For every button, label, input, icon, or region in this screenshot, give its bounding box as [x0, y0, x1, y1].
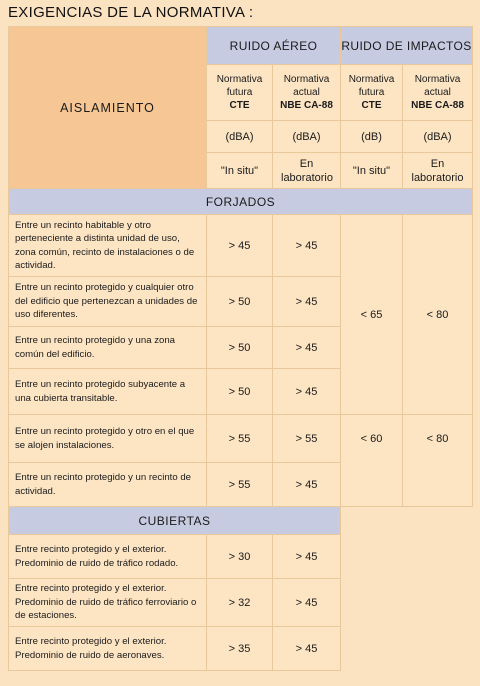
unit-label: (dBA): [273, 121, 341, 153]
unit-label: (dBA): [403, 121, 473, 153]
section-title-cubiertas: CUBIERTAS: [9, 507, 341, 535]
value-cte-aereo: > 32: [207, 579, 273, 627]
blank-area: [341, 579, 473, 627]
value-nbe-aereo: > 45: [273, 579, 341, 627]
value-cte-aereo: > 45: [207, 215, 273, 277]
unit-label: (dB): [341, 121, 403, 153]
row-description: Entre recinto protegido y el exterior. Predominio de ruido de tráfico ferroviario o de estaciones.: [9, 579, 207, 627]
value-cte-aereo: > 55: [207, 463, 273, 507]
value-nbe-aereo: > 45: [273, 535, 341, 579]
value-nbe-impactos: < 80: [403, 215, 473, 415]
blank-area: [341, 507, 473, 535]
page-title: EXIGENCIAS DE LA NORMATIVA :: [8, 4, 254, 21]
col-header-normativa: Normativa actual NBE CA-88: [273, 65, 341, 121]
unit-label: (dBA): [207, 121, 273, 153]
value-cte-aereo: > 30: [207, 535, 273, 579]
value-cte-aereo: > 55: [207, 415, 273, 463]
condition-label: En laboratorio: [403, 153, 473, 189]
value-cte-aereo: > 50: [207, 369, 273, 415]
ruido-impactos-header: RUIDO DE IMPACTOS: [341, 27, 473, 65]
value-nbe-aereo: > 45: [273, 327, 341, 369]
value-cte-aereo: > 50: [207, 277, 273, 327]
value-nbe-aereo: > 45: [273, 277, 341, 327]
condition-label: "In situ": [207, 153, 273, 189]
value-cte-aereo: > 35: [207, 627, 273, 671]
value-cte-aereo: > 50: [207, 327, 273, 369]
condition-label: En laboratorio: [273, 153, 341, 189]
row-description: Entre un recinto protegido subyacente a una cubierta transitable.: [9, 369, 207, 415]
col-header-normativa: Normativa futura CTE: [207, 65, 273, 121]
col-header-normativa: Normativa futura CTE: [341, 65, 403, 121]
blank-area: [341, 535, 473, 579]
aislamiento-header: AISLAMIENTO: [9, 27, 207, 189]
value-nbe-aereo: > 45: [273, 369, 341, 415]
row-description: Entre un recinto protegido y una zona común del edificio.: [9, 327, 207, 369]
value-cte-impactos: < 65: [341, 215, 403, 415]
value-nbe-aereo: > 45: [273, 215, 341, 277]
value-nbe-impactos: < 80: [403, 415, 473, 507]
value-cte-impactos: < 60: [341, 415, 403, 507]
row-description: Entre recinto protegido y el exterior. Predominio de ruido de aeronaves.: [9, 627, 207, 671]
value-nbe-aereo: > 45: [273, 627, 341, 671]
condition-label: "In situ": [341, 153, 403, 189]
value-nbe-aereo: > 45: [273, 463, 341, 507]
ruido-aereo-header: RUIDO AÉREO: [207, 27, 341, 65]
requirements-table: [8, 26, 473, 671]
col-header-normativa: Normativa actual NBE CA-88: [403, 65, 473, 121]
row-description: Entre un recinto habitable y otro perteneciente a distinta unidad de uso, zona común, recinto de instalaciones o de actividad.: [9, 215, 207, 277]
value-nbe-aereo: > 55: [273, 415, 341, 463]
section-title-forjados: FORJADOS: [9, 189, 473, 215]
row-description: Entre un recinto protegido y cualquier otro del edificio que pertenezcan a unidades de uso diferentes.: [9, 277, 207, 327]
row-description: Entre recinto protegido y el exterior. Predominio de ruido de tráfico rodado.: [9, 535, 207, 579]
row-description: Entre un recinto protegido y un recinto de actividad.: [9, 463, 207, 507]
row-description: Entre un recinto protegido y otro en el que se alojen instalaciones.: [9, 415, 207, 463]
blank-area: [341, 627, 473, 671]
